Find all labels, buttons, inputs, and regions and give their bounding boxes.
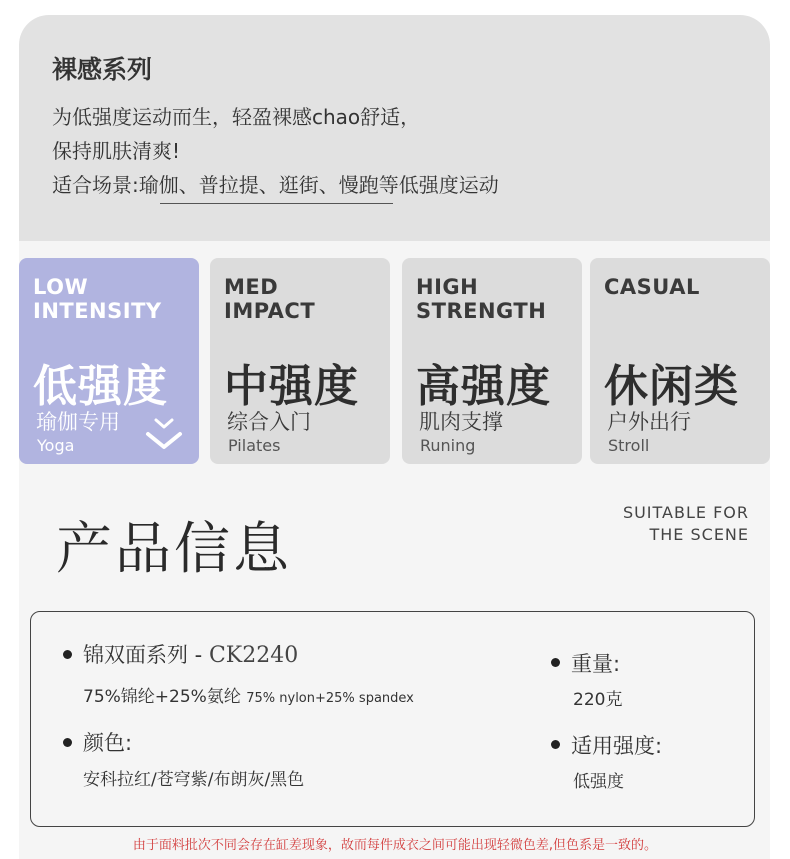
weight-value: 220克 bbox=[573, 690, 623, 710]
tile-sub-label: Yoga bbox=[37, 436, 75, 455]
scene-underline bbox=[160, 203, 393, 204]
scene-line: 适合场景:瑜伽、普拉提、逛街、慢跑等低强度运动 bbox=[52, 173, 499, 197]
tile-big-label: 高强度 bbox=[416, 361, 551, 412]
tile-cn-label: 肌肉支撑 bbox=[419, 410, 503, 434]
product-info-title: 产品信息 bbox=[56, 517, 292, 582]
color-difference-footnote: 由于面料批次不同会存在缸差现象，故而每件成衣之间可能出现轻微色差,但色系是一致的。 bbox=[132, 838, 658, 853]
bullet-icon bbox=[551, 740, 560, 749]
material-value: 75%锦纶+25%氨纶 75% nylon+25% spandex bbox=[83, 687, 414, 707]
description-line-1: 为低强度运动而生，轻盈裸感chao舒适， bbox=[52, 105, 421, 129]
tile-en-title: MED IMPACT bbox=[224, 275, 316, 323]
tile-high-strength[interactable] bbox=[402, 258, 582, 464]
tile-sub-label: Stroll bbox=[608, 436, 650, 455]
color-value: 安科拉红/苍穹紫/布朗灰/黑色 bbox=[83, 770, 305, 790]
tile-low-intensity[interactable] bbox=[19, 258, 199, 464]
tile-sub-label: Runing bbox=[420, 436, 476, 455]
tile-big-label: 休闲类 bbox=[604, 361, 739, 412]
tile-en-title: LOW INTENSITY bbox=[33, 275, 162, 323]
tile-big-label: 中强度 bbox=[224, 361, 359, 412]
the-scene-label: THE SCENE bbox=[649, 525, 749, 544]
tile-cn-label: 综合入门 bbox=[227, 410, 311, 434]
tile-sub-label: Pilates bbox=[228, 436, 281, 455]
tile-cn-label: 户外出行 bbox=[607, 410, 691, 434]
color-label: 颜色: bbox=[83, 731, 133, 755]
bullet-icon bbox=[63, 738, 72, 747]
tile-en-title: HIGH STRENGTH bbox=[416, 275, 547, 323]
tile-med-impact[interactable] bbox=[210, 258, 390, 464]
bullet-icon bbox=[63, 650, 72, 659]
tile-big-label: 低强度 bbox=[33, 361, 168, 412]
bullet-icon bbox=[551, 658, 560, 667]
spec-box bbox=[30, 611, 755, 827]
intensity-value: 低强度 bbox=[573, 772, 624, 792]
intensity-label: 适用强度: bbox=[571, 734, 663, 758]
tile-cn-label: 瑜伽专用 bbox=[36, 410, 120, 434]
double-chevron-down-icon bbox=[144, 416, 184, 456]
weight-label: 重量: bbox=[571, 652, 621, 676]
tile-en-title: CASUAL bbox=[604, 275, 700, 299]
suitable-for-label: SUITABLE FOR bbox=[622, 503, 749, 522]
tile-casual[interactable] bbox=[590, 258, 770, 464]
series-model-label: 锦双面系列 - CK2240 bbox=[83, 643, 299, 668]
description-line-2: 保持肌肤清爽! bbox=[52, 139, 181, 163]
series-title: 裸感系列 bbox=[52, 55, 153, 84]
